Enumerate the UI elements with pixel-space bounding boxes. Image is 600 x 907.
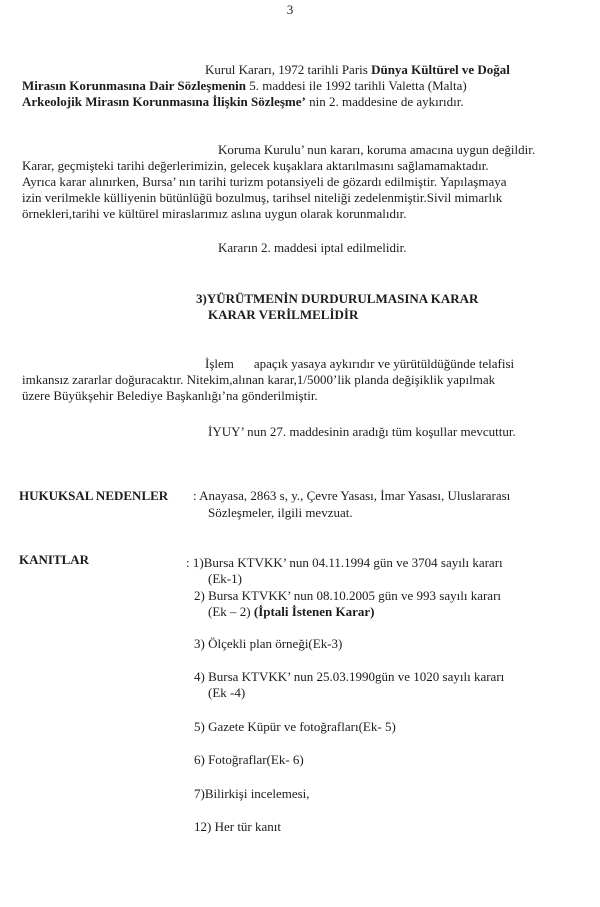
contested-decision: (İptali İstenen Karar) xyxy=(253,604,375,619)
evidence-item-6: 6) Fotoğraflar(Ek- 6) xyxy=(194,752,304,767)
evidence-item-1: : 1)Bursa KTVKK’ nun 04.11.1994 gün ve 3704 sayılı kararı xyxy=(186,555,503,570)
paragraph-4-line-1 xyxy=(205,356,514,372)
convention-name: Arkeolojik Mirasın Korunmasına İlişkin Sözleşme’ xyxy=(22,94,306,109)
paragraph-2-line-2: Karar, geçmişteki tarihi değerlerimizin, gelecek kuşaklara aktarılmasını sağlamamaktadır. xyxy=(22,158,489,173)
paragraph-4-line-2: imkansız zararlar doğuracaktır. Nitekim,alınan karar,1/5000’lik planda değişiklik yapılmak xyxy=(22,372,496,387)
text-segment: nin 2. maddesine de aykırıdır. xyxy=(305,94,464,109)
evidence-item-4: 4) Bursa KTVKK’ nun 25.03.1990gün ve 1020 sayılı kararı xyxy=(194,669,505,684)
evidence-item-3: 3) Ölçekli plan örneği(Ek-3) xyxy=(194,636,343,651)
paragraph-2-line-4: izin verilmekle külliyenin bütünlüğü bozulmuş, tarihsel niteliği zedelenmiştir.Sivil mimarlık xyxy=(22,190,503,205)
legal-grounds-line-2: Sözleşmeler, ilgili mevzuat. xyxy=(208,505,353,520)
text-segment: apaçık yasaya aykırıdır ve yürütüldüğünde telafisi xyxy=(253,356,515,371)
text-segment: Kurul Kararı, 1972 tarihli Paris xyxy=(205,62,372,77)
text-segment: İşlem xyxy=(205,356,234,371)
paragraph-4-line-3: üzere Büyükşehir Belediye Başkanlığı’na gönderilmiştir. xyxy=(22,388,318,403)
paragraph-5: İYUY’ nun 27. maddesinin aradığı tüm koşullar mevcuttur. xyxy=(208,424,516,439)
evidence-item-7: 7)Bilirkişi incelemesi, xyxy=(194,786,310,801)
section-heading-line-1: 3)YÜRÜTMENİN DURDURULMASINA KARAR xyxy=(196,291,479,306)
paragraph-1-line-1 xyxy=(205,62,510,78)
evidence-label: KANITLAR xyxy=(19,552,90,567)
paragraph-2-line-3: Ayrıca karar alınırken, Bursa’ nın tarihi turizm potansiyeli de gözardı edilmiştir. Yapılaşmaya xyxy=(22,174,507,189)
evidence-item-4-annex: (Ek -4) xyxy=(208,685,246,700)
section-heading-line-2: KARAR VERİLMELİDİR xyxy=(208,307,359,322)
evidence-item-8: 12) Her tür kanıt xyxy=(194,819,282,834)
paragraph-1-line-2 xyxy=(22,78,467,94)
paragraph-3: Kararın 2. maddesi iptal edilmelidir. xyxy=(218,240,407,255)
paragraph-2-line-1: Koruma Kurulu’ nun kararı, koruma amacına uygun değildir. xyxy=(218,142,536,157)
legal-grounds-line-1: : Anayasa, 2863 s, y., Çevre Yasası, İmar Yasası, Uluslararası xyxy=(193,488,511,503)
evidence-item-2-annex xyxy=(208,604,374,620)
evidence-item-5: 5) Gazete Küpür ve fotoğrafları(Ek- 5) xyxy=(194,719,396,734)
paragraph-2-line-5: örnekleri,tarihi ve kültürel miraslarımız aslına uygun olarak korunmalıdır. xyxy=(22,206,407,221)
paragraph-1-line-3 xyxy=(22,94,464,110)
text-segment: 5. maddesi ile 1992 tarihli Valetta (Malta) xyxy=(246,78,467,93)
convention-name: Dünya Kültürel ve Doğal xyxy=(371,62,510,77)
convention-name: Mirasın Korunmasına Dair Sözleşmenin xyxy=(22,78,247,93)
evidence-item-1-annex: (Ek-1) xyxy=(208,571,242,586)
evidence-item-2: 2) Bursa KTVKK’ nun 08.10.2005 gün ve 993 sayılı kararı xyxy=(194,588,502,603)
page-number: 3 xyxy=(286,2,294,17)
legal-grounds-label: HUKUKSAL NEDENLER xyxy=(19,488,169,503)
text-segment: (Ek – 2) xyxy=(208,604,254,619)
